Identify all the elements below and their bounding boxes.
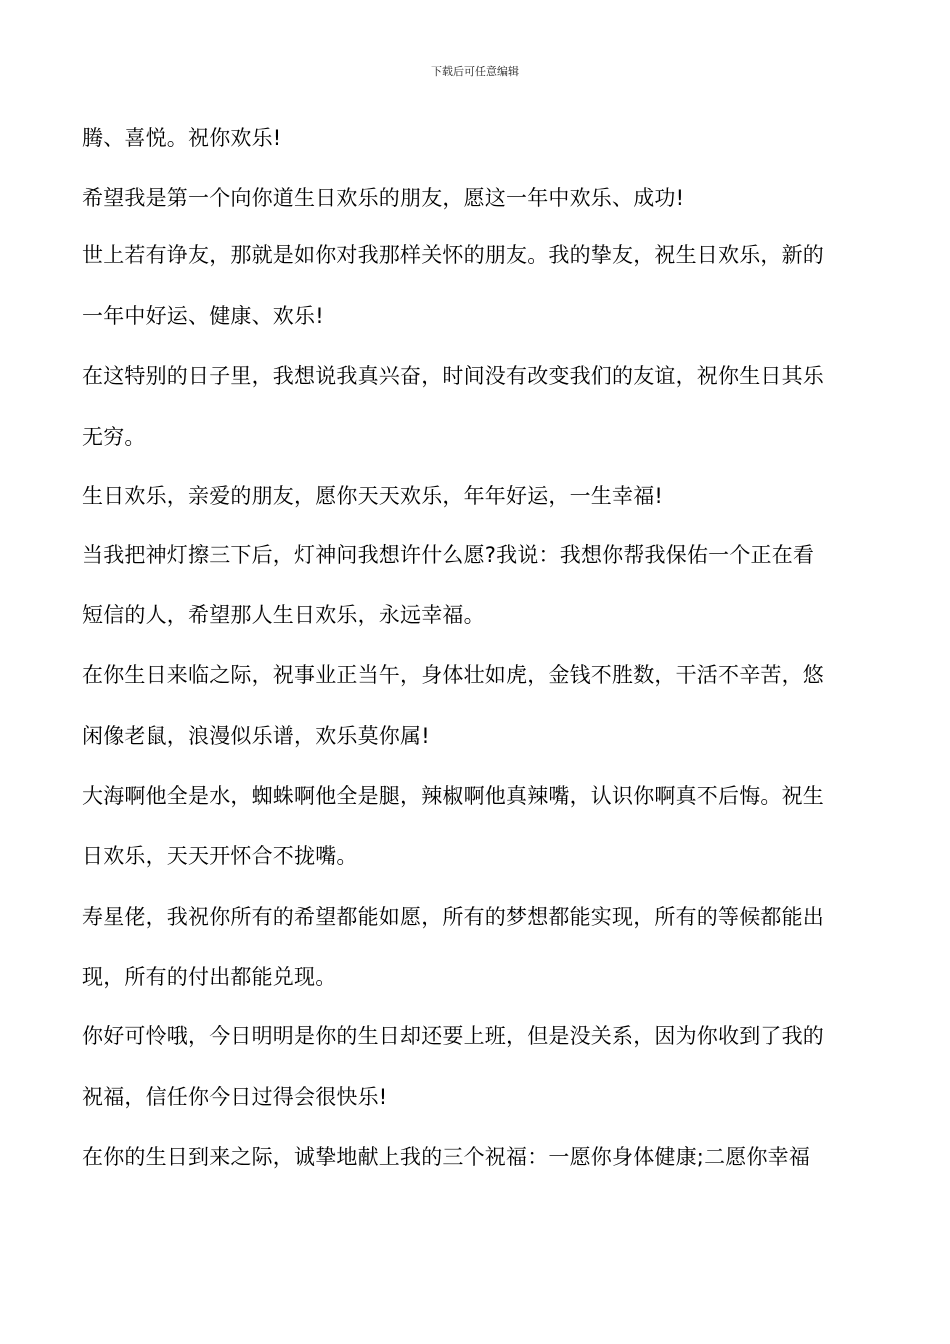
text-line: 在你生日来临之际，祝事业正当午，身体壮如虎，金钱不胜数，干活不辛苦，悠 [82,663,824,687]
text-line: 希望我是第一个向你道生日欢乐的朋友，愿这一年中欢乐、成功! [82,186,685,210]
text-line: 当我把神灯擦三下后，灯神问我想许什么愿?我说：我想你帮我保佑一个正在看 [82,543,815,567]
text-line: 现，所有的付出都能兑现。 [82,965,337,989]
text-line: 无穷。 [82,425,146,449]
text-line: 短信的人，希望那人生日欢乐，永远幸福。 [82,603,485,627]
text-line: 大海啊他全是水，蜘蛛啊他全是腿，辣椒啊他真辣嘴，认识你啊真不后悔。祝生 [82,784,824,808]
page-header: 下载后可任意编辑 [431,65,519,78]
text-line: 祝福，信任你今日过得会很快乐! [82,1085,388,1109]
text-line: 闲像老鼠，浪漫似乐谱，欢乐莫你属! [82,724,430,748]
text-line: 生日欢乐，亲爱的朋友，愿你天天欢乐，年年好运，一生幸福! [82,484,664,508]
text-line: 一年中好运、健康、欢乐! [82,304,324,328]
text-line: 腾、喜悦。祝你欢乐! [82,126,282,150]
text-line: 你好可怜哦，今日明明是你的生日却还要上班，但是没关系，因为你收到了我的 [82,1024,824,1048]
text-line: 日欢乐，天天开怀合不拢嘴。 [82,844,358,868]
text-line: 在你的生日到来之际，诚挚地献上我的三个祝福：一愿你身体健康;二愿你幸福 [82,1145,811,1169]
text-line: 世上若有诤友，那就是如你对我那样关怀的朋友。我的挚友，祝生日欢乐，新的 [82,243,824,267]
text-line: 在这特别的日子里，我想说我真兴奋，时间没有改变我们的友谊，祝你生日其乐 [82,364,824,388]
text-line: 寿星佬，我祝你所有的希望都能如愿，所有的梦想都能实现，所有的等候都能出 [82,905,824,929]
